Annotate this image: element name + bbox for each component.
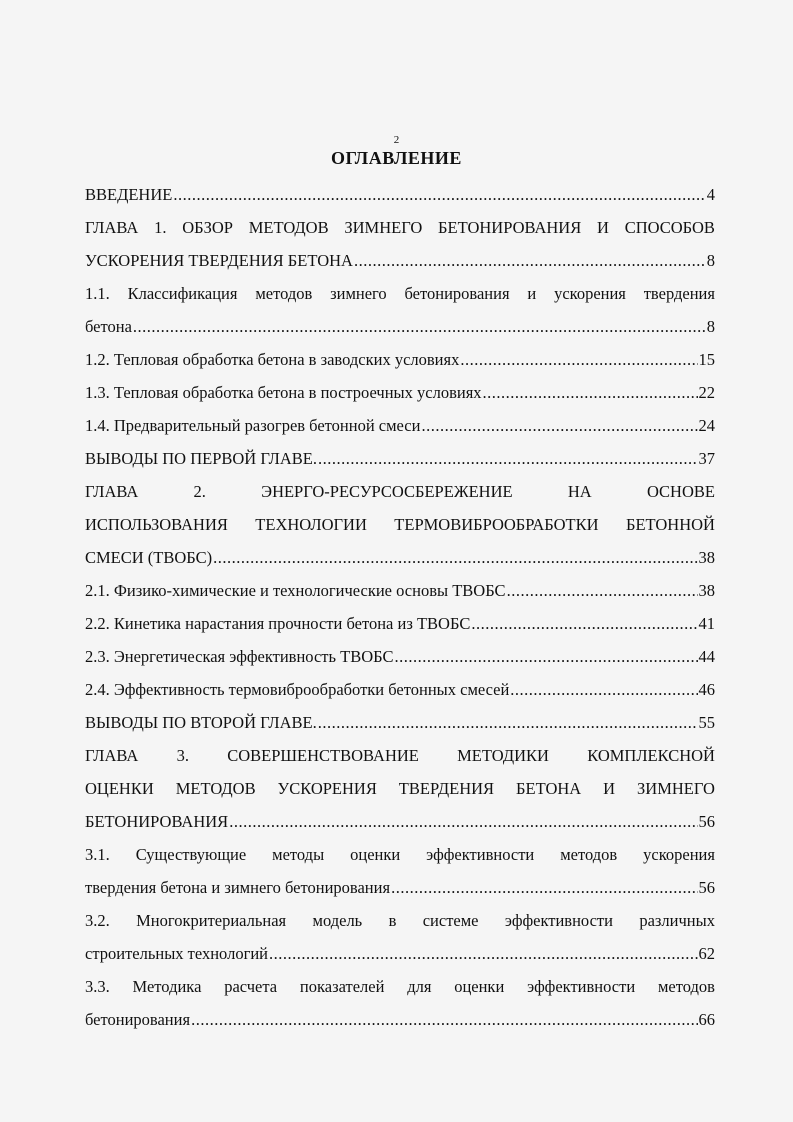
toc-word: ЗИМНЕГО: [637, 779, 715, 798]
toc-word: Методика: [132, 977, 202, 996]
toc-entry-title: бетона: [85, 317, 132, 336]
toc-entry-line[interactable]: [85, 739, 715, 772]
toc-page-number: 24: [698, 416, 715, 435]
toc-word: ТЕХНОЛОГИИ: [255, 515, 367, 534]
table-of-contents: [85, 178, 715, 1036]
toc-leader-dots: [483, 376, 698, 409]
toc-word: НА: [567, 482, 592, 501]
toc-leader-dots: [510, 673, 697, 706]
toc-leader-dots: [229, 805, 697, 838]
toc-entry-line[interactable]: [85, 772, 715, 805]
toc-word: УСКОРЕНИЯ: [277, 779, 377, 798]
toc-entry-title: ВЫВОДЫ ПО ПЕРВОЙ ГЛАВЕ.: [85, 449, 317, 468]
toc-word: ОБЗОР: [182, 218, 233, 237]
toc-entry-line[interactable]: [85, 838, 715, 871]
toc-word: ГЛАВА: [85, 482, 139, 501]
toc-entry-line[interactable]: [85, 211, 715, 244]
toc-leader-dots: [391, 871, 697, 904]
toc-word: 3.2.: [85, 911, 110, 930]
toc-entry-line[interactable]: [85, 277, 715, 310]
toc-word: методов: [560, 845, 618, 864]
toc-leader-dots: [460, 343, 697, 376]
toc-entry[interactable]: [85, 409, 715, 442]
toc-word: 3.: [176, 746, 189, 765]
toc-word: методы: [272, 845, 325, 864]
toc-page-number: 8: [706, 317, 715, 336]
toc-word: ускорения: [643, 845, 715, 864]
toc-page-number: 46: [698, 680, 715, 699]
toc-word: 2.: [193, 482, 206, 501]
toc-word: БЕТОННОЙ: [625, 515, 715, 534]
toc-word: ОЦЕНКИ: [85, 779, 154, 798]
toc-entry[interactable]: [85, 937, 715, 970]
toc-title: ОГЛАВЛЕНИЕ: [331, 148, 462, 168]
toc-leader-dots: [318, 706, 698, 739]
toc-page-number: 55: [698, 713, 715, 732]
toc-word: МЕТОДОВ: [248, 218, 329, 237]
toc-word: СПОСОБОВ: [624, 218, 715, 237]
toc-word: БЕТОНИРОВАНИЯ: [438, 218, 582, 237]
toc-entry-title: 2.2. Кинетика нарастания прочности бетона из ТВОБС: [85, 614, 471, 633]
toc-page-number: 62: [698, 944, 715, 963]
toc-entry-title: СМЕСИ (ТВОБС): [85, 548, 213, 567]
toc-leader-dots: [354, 244, 706, 277]
toc-word: твердения: [643, 284, 715, 303]
toc-word: эффективности: [504, 911, 613, 930]
toc-word: Классификация: [127, 284, 238, 303]
toc-leader-dots: [173, 178, 705, 211]
toc-page-number: 44: [698, 647, 715, 666]
toc-leader-dots: [213, 541, 697, 574]
toc-word: системе: [422, 911, 479, 930]
toc-entry[interactable]: [85, 310, 715, 343]
toc-leader-dots: [318, 442, 698, 475]
toc-entry[interactable]: [85, 343, 715, 376]
toc-word: И: [597, 218, 609, 237]
toc-word: ТЕРМОВИБРООБРАБОТКИ: [394, 515, 599, 534]
toc-word: КОМПЛЕКСНОЙ: [587, 746, 715, 765]
toc-word: показателей: [299, 977, 385, 996]
toc-word: МЕТОДИКИ: [457, 746, 549, 765]
toc-word: 1.: [154, 218, 167, 237]
toc-entry[interactable]: [85, 574, 715, 607]
toc-entry-title: УСКОРЕНИЯ ТВЕРДЕНИЯ БЕТОНА: [85, 251, 353, 270]
toc-entry-title: ВЫВОДЫ ПО ВТОРОЙ ГЛАВЕ.: [85, 713, 317, 732]
toc-page-number: 41: [698, 614, 715, 633]
toc-entry[interactable]: [85, 607, 715, 640]
toc-entry-title: 1.4. Предварительный разогрев бетонной смеси: [85, 416, 421, 435]
toc-word: СОВЕРШЕНСТВОВАНИЕ: [227, 746, 419, 765]
toc-word: ТВЕРДЕНИЯ: [398, 779, 495, 798]
toc-entry[interactable]: [85, 673, 715, 706]
toc-leader-dots: [269, 937, 698, 970]
toc-page-number: 22: [698, 383, 715, 402]
toc-word: Многокритериальная: [136, 911, 287, 930]
toc-word: для: [407, 977, 432, 996]
toc-page-number: 56: [698, 812, 715, 831]
toc-word: ИСПОЛЬЗОВАНИЯ: [85, 515, 228, 534]
toc-entry-title: 1.2. Тепловая обработка бетона в заводских условиях: [85, 350, 460, 369]
toc-word: ЗИМНЕГО: [344, 218, 423, 237]
toc-entry[interactable]: [85, 376, 715, 409]
toc-page-number: 8: [706, 251, 715, 270]
toc-entry-line[interactable]: [85, 475, 715, 508]
toc-word: эффективности: [527, 977, 636, 996]
toc-entry[interactable]: [85, 442, 715, 475]
toc-leader-dots: [421, 409, 697, 442]
toc-word: БЕТОНА: [516, 779, 582, 798]
toc-page-number: 38: [698, 548, 715, 567]
toc-word: ГЛАВА: [85, 746, 139, 765]
page-number: 2: [393, 134, 400, 146]
toc-word: модель: [312, 911, 363, 930]
toc-entry[interactable]: [85, 244, 715, 277]
toc-word: И: [603, 779, 616, 798]
toc-entry-title: бетонирования: [85, 1010, 191, 1029]
toc-word: эффективности: [426, 845, 535, 864]
toc-leader-dots: [133, 310, 706, 343]
toc-word: Существующие: [135, 845, 247, 864]
toc-entry-line[interactable]: [85, 970, 715, 1003]
toc-page-number: 38: [698, 581, 715, 600]
toc-word: 1.1.: [85, 284, 110, 303]
toc-word: различных: [639, 911, 715, 930]
toc-page-number: 37: [698, 449, 715, 468]
toc-entry-title: 2.1. Физико-химические и технологические основы ТВОБС: [85, 581, 506, 600]
toc-entry-title: 2.3. Энергетическая эффективность ТВОБС: [85, 647, 394, 666]
toc-word: расчета: [224, 977, 278, 996]
toc-leader-dots: [191, 1003, 697, 1036]
toc-entry[interactable]: [85, 640, 715, 673]
toc-entry-line[interactable]: [85, 904, 715, 937]
toc-word: 3.3.: [85, 977, 110, 996]
toc-entry-title: БЕТОНИРОВАНИЯ: [85, 812, 229, 831]
toc-word: МЕТОДОВ: [175, 779, 256, 798]
toc-leader-dots: [471, 607, 697, 640]
toc-page-number: 4: [706, 185, 715, 204]
toc-leader-dots: [507, 574, 698, 607]
toc-word: методов: [255, 284, 313, 303]
toc-word: ускорения: [554, 284, 626, 303]
toc-leader-dots: [395, 640, 698, 673]
toc-entry[interactable]: [85, 805, 715, 838]
toc-word: зимнего: [330, 284, 387, 303]
toc-word: бетонирования: [404, 284, 510, 303]
toc-word: и: [527, 284, 537, 303]
toc-entry[interactable]: [85, 1003, 715, 1036]
toc-entry[interactable]: [85, 706, 715, 739]
toc-word: 3.1.: [85, 845, 110, 864]
toc-entry[interactable]: [85, 178, 715, 211]
toc-word: ОСНОВЕ: [646, 482, 715, 501]
toc-entry-title: 2.4. Эффективность термовиброобработки бетонных смесей: [85, 680, 510, 699]
toc-page-number: 66: [698, 1010, 715, 1029]
toc-word: оценки: [350, 845, 401, 864]
toc-page-number: 56: [698, 878, 715, 897]
toc-entry-title: 1.3. Тепловая обработка бетона в построечных условиях: [85, 383, 482, 402]
toc-entry[interactable]: [85, 541, 715, 574]
toc-entry-title: ВВЕДЕНИЕ: [85, 185, 173, 204]
toc-entry-line[interactable]: [85, 508, 715, 541]
toc-entry-title: строительных технологий: [85, 944, 268, 963]
toc-word: в: [388, 911, 397, 930]
toc-word: методов: [657, 977, 715, 996]
toc-word: ГЛАВА: [85, 218, 139, 237]
toc-word: оценки: [454, 977, 505, 996]
toc-entry[interactable]: [85, 871, 715, 904]
toc-word: ЭНЕРГО-РЕСУРСОСБЕРЕЖЕНИЕ: [261, 482, 513, 501]
toc-page-number: 15: [698, 350, 715, 369]
toc-entry-title: твердения бетона и зимнего бетонирования: [85, 878, 391, 897]
